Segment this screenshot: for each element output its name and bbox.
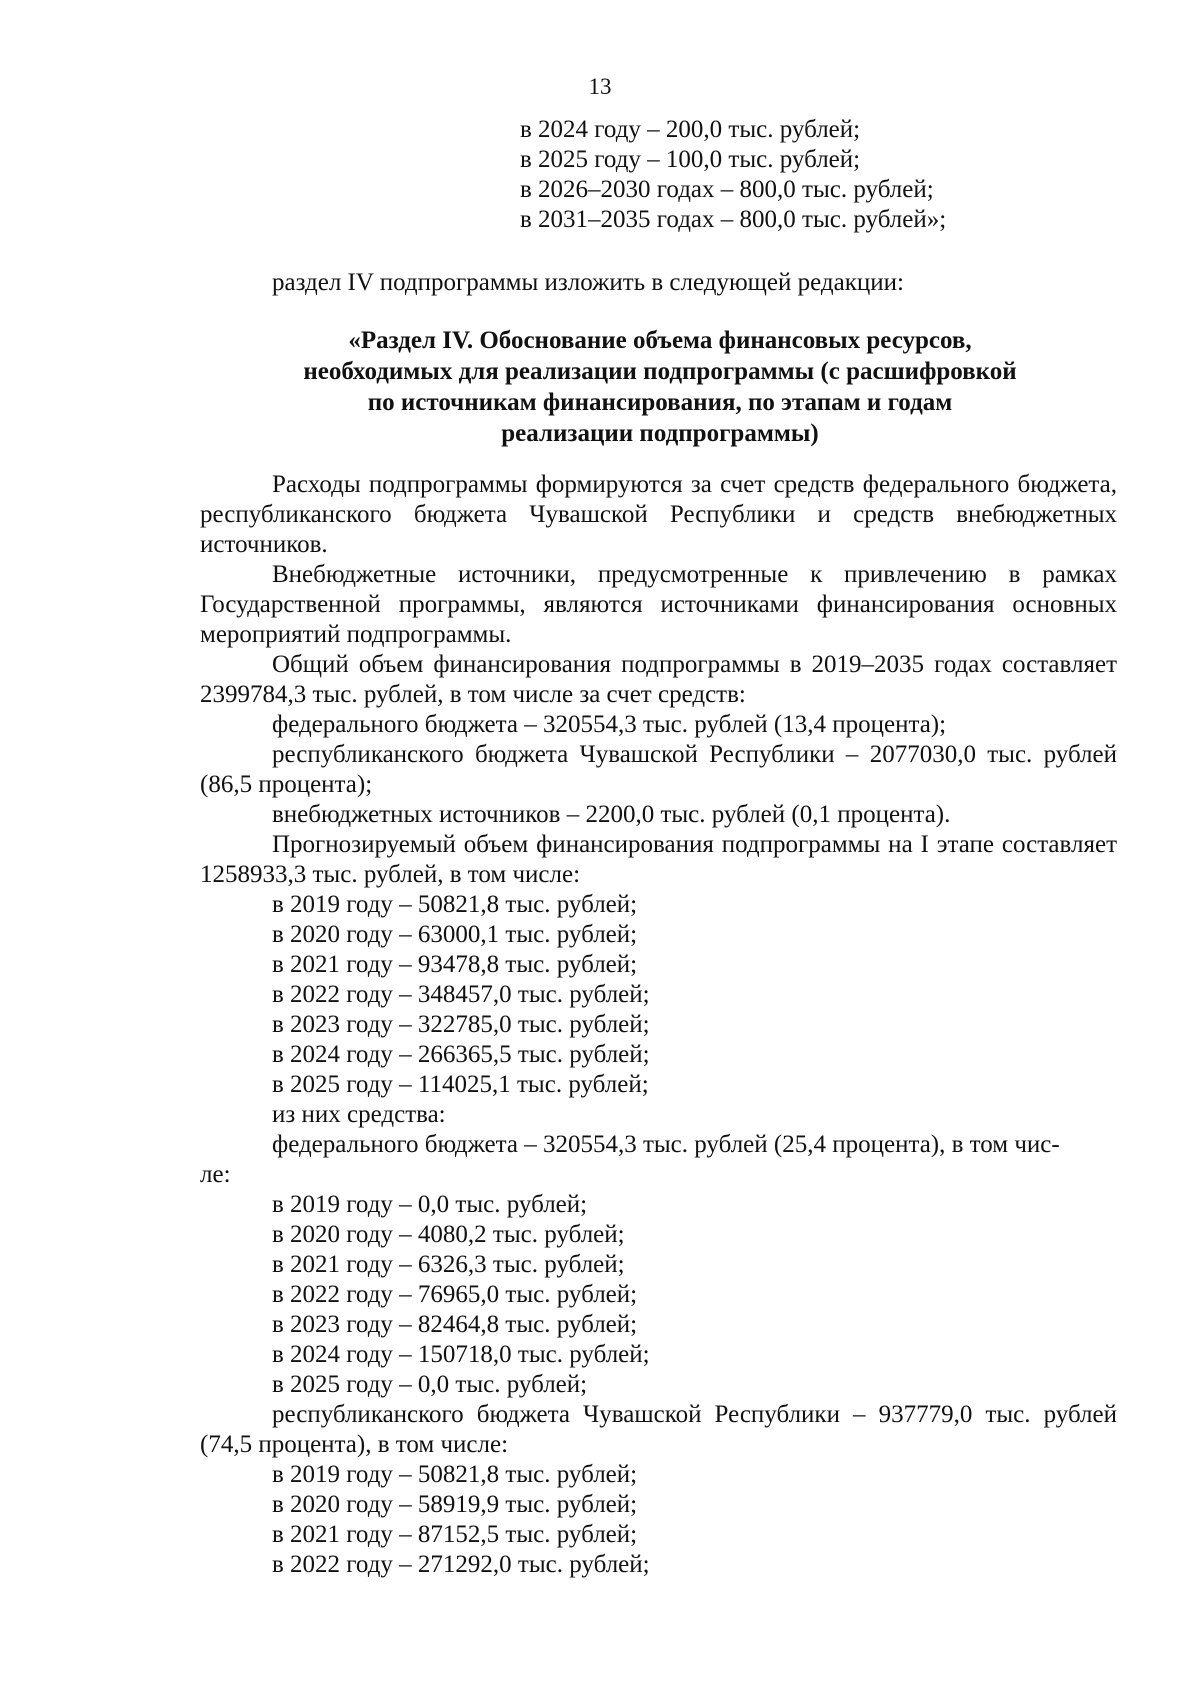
list-item: в 2031–2035 годах – 800,0 тыс. рублей»; bbox=[520, 206, 947, 233]
federal-stage1-line: федерального бюджета – 320554,3 тыс. рублей (25,4 процента), в том чис- bbox=[272, 1131, 1060, 1158]
list-item: в 2025 году – 0,0 тыс. рублей; bbox=[272, 1371, 588, 1398]
list-item: в 2020 году – 58919,9 тыс. рублей; bbox=[272, 1491, 638, 1518]
page-number: 13 bbox=[588, 74, 612, 99]
section-heading bbox=[200, 325, 1120, 449]
paragraph-total-volume: Общий объем финансирования подпрограммы в 2019–2035 годах составляет 2399784,3 тыс. рублей, в том числе за счет средств: bbox=[200, 651, 1117, 708]
list-item: в 2022 году – 348457,0 тыс. рублей; bbox=[272, 981, 650, 1008]
section-intro: раздел IV подпрограммы изложить в следующей редакции: bbox=[272, 269, 904, 296]
heading-line: по источникам финансирования, по этапам и годам bbox=[367, 389, 953, 416]
total-extrabudget-line: внебюджетных источников – 2200,0 тыс. рублей (0,1 процента). bbox=[272, 801, 951, 828]
list-item: в 2019 году – 50821,8 тыс. рублей; bbox=[272, 891, 638, 918]
list-item: в 2023 году – 322785,0 тыс. рублей; bbox=[272, 1011, 650, 1038]
total-republic-paragraph: республиканского бюджета Чувашской Республики – 2077030,0 тыс. рублей (86,5 процента); bbox=[200, 741, 1117, 798]
list-item: в 2021 году – 93478,8 тыс. рублей; bbox=[272, 951, 638, 978]
list-item: в 2019 году – 0,0 тыс. рублей; bbox=[272, 1191, 588, 1218]
federal-stage1-wrap: ле: bbox=[200, 1161, 231, 1188]
list-item: в 2021 году – 87152,5 тыс. рублей; bbox=[272, 1521, 638, 1548]
list-item: в 2019 году – 50821,8 тыс. рублей; bbox=[272, 1461, 638, 1488]
list-item: в 2021 году – 6326,3 тыс. рублей; bbox=[272, 1251, 625, 1278]
paragraph-stage1-volume: Прогнозируемый объем финансирования подпрограммы на I этапе составляет 1258933,3 тыс. рублей, в том числе: bbox=[200, 831, 1117, 888]
of-them-line: из них средства: bbox=[272, 1101, 446, 1128]
list-item: в 2023 году – 82464,8 тыс. рублей; bbox=[272, 1311, 638, 1338]
top-funding-list bbox=[520, 115, 946, 235]
list-item: в 2025 году – 100,0 тыс. рублей; bbox=[520, 146, 861, 173]
list-item: в 2025 году – 114025,1 тыс. рублей; bbox=[272, 1071, 649, 1098]
list-item: в 2026–2030 годах – 800,0 тыс. рублей; bbox=[520, 176, 934, 203]
list-item: в 2022 году – 76965,0 тыс. рублей; bbox=[272, 1281, 638, 1308]
heading-line: необходимых для реализации подпрограммы (с расшифровкой bbox=[303, 358, 1017, 385]
total-federal-line: федерального бюджета – 320554,3 тыс. рублей (13,4 процента); bbox=[272, 711, 947, 738]
heading-line: «Раздел IV. Обоснование объема финансовых ресурсов, bbox=[348, 327, 972, 354]
list-item: в 2024 году – 200,0 тыс. рублей; bbox=[520, 116, 861, 143]
republic-stage1-paragraph: республиканского бюджета Чувашской Республики – 937779,0 тыс. рублей (74,5 процента), в том числе: bbox=[200, 1401, 1117, 1458]
paragraph-expenses-sources: Расходы подпрограммы формируются за счет средств федерального бюджета, республиканского бюджета Чувашской Республики и средств внебюджетных источников. bbox=[200, 471, 1117, 558]
paragraph-extrabudget-sources: Внебюджетные источники, предусмотренные к привлечению в рамках Государственной программы, являются источниками финансирования основных мероприятий подпрограммы. bbox=[200, 561, 1117, 648]
list-item: в 2022 году – 271292,0 тыс. рублей; bbox=[272, 1551, 650, 1578]
list-item: в 2020 году – 63000,1 тыс. рублей; bbox=[272, 921, 638, 948]
list-item: в 2020 году – 4080,2 тыс. рублей; bbox=[272, 1221, 625, 1248]
heading-line: реализации подпрограммы) bbox=[501, 420, 819, 447]
list-item: в 2024 году – 150718,0 тыс. рублей; bbox=[272, 1341, 650, 1368]
list-item: в 2024 году – 266365,5 тыс. рублей; bbox=[272, 1041, 650, 1068]
body-text bbox=[200, 470, 1117, 1580]
